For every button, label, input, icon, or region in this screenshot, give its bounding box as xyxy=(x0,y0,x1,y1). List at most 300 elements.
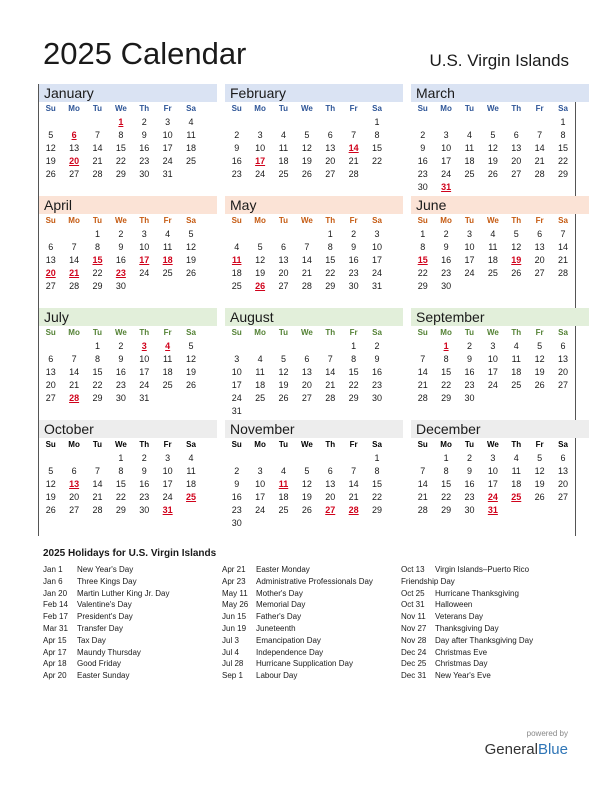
weekday-label: Su xyxy=(417,216,428,225)
weekday-label: Mo xyxy=(68,440,80,449)
holiday-item xyxy=(222,658,373,670)
holiday-name: Memorial Day xyxy=(256,600,306,610)
holiday-column-2 xyxy=(222,564,373,682)
empty-cell xyxy=(458,280,481,293)
empty-cell xyxy=(481,280,504,293)
day-cell: 28 xyxy=(558,268,569,278)
empty-cell xyxy=(505,181,528,194)
week-row xyxy=(225,340,403,353)
day-cell: 8 xyxy=(443,354,449,364)
holiday-item xyxy=(401,658,533,670)
weekday-label: Tu xyxy=(464,328,475,337)
day-cell: 15 xyxy=(372,143,383,153)
week-row xyxy=(411,465,589,478)
day-cell: 31 xyxy=(487,505,498,515)
empty-cell xyxy=(551,280,574,293)
day-cell: 16 xyxy=(464,367,475,377)
holiday-name: Christmas Day xyxy=(435,659,488,669)
day-cell: 22 xyxy=(115,156,126,166)
weekday-label: Tu xyxy=(464,216,475,225)
holiday-item xyxy=(43,611,169,623)
day-cell: 18 xyxy=(511,479,522,489)
weekday-header xyxy=(411,214,589,228)
day-cell: 8 xyxy=(94,242,100,252)
day-cell: 21 xyxy=(348,156,359,166)
day-cell: 4 xyxy=(165,229,171,239)
day-cell: 26 xyxy=(45,169,56,179)
empty-cell xyxy=(295,405,318,418)
day-cell: 23 xyxy=(115,380,126,390)
day-cell: 3 xyxy=(234,354,240,364)
empty-cell xyxy=(248,517,271,530)
weekday-label: Sa xyxy=(558,216,568,225)
weekday-label: Sa xyxy=(186,328,196,337)
weekday-label: Th xyxy=(511,216,522,225)
week-row xyxy=(225,517,403,530)
day-cell: 5 xyxy=(304,130,310,140)
day-cell: 10 xyxy=(441,143,452,153)
weekday-label: Fr xyxy=(349,328,358,337)
weekday-label: Th xyxy=(325,440,336,449)
week-row xyxy=(39,267,217,280)
day-cell: 13 xyxy=(278,255,289,265)
holiday-column-1 xyxy=(43,564,169,682)
day-cell: 6 xyxy=(537,229,543,239)
day-cell: 23 xyxy=(464,380,475,390)
day-cell: 28 xyxy=(69,281,80,291)
day-cell: 1 xyxy=(420,229,426,239)
empty-cell xyxy=(505,116,528,129)
weekday-label: We xyxy=(114,328,127,337)
day-cell: 3 xyxy=(165,453,171,463)
weekday-label: We xyxy=(486,104,499,113)
week-row xyxy=(411,478,589,491)
day-cell: 6 xyxy=(304,354,310,364)
day-cell: 14 xyxy=(417,479,428,489)
month-february xyxy=(225,84,403,181)
day-cell: 24 xyxy=(255,505,266,515)
day-cell: 9 xyxy=(420,143,426,153)
empty-cell xyxy=(272,228,295,241)
day-cell: 19 xyxy=(487,156,498,166)
day-cell: 24 xyxy=(139,268,150,278)
holiday-name: Easter Sunday xyxy=(77,671,130,681)
day-cell: 1 xyxy=(374,117,380,127)
day-cell: 11 xyxy=(255,367,265,377)
weekday-label: Su xyxy=(417,104,428,113)
day-cell: 15 xyxy=(92,255,103,265)
day-cell: 30 xyxy=(464,505,475,515)
day-cell: 30 xyxy=(231,518,242,528)
weekday-label: We xyxy=(114,216,127,225)
week-row xyxy=(39,142,217,155)
weekday-header xyxy=(225,438,403,452)
day-cell: 24 xyxy=(441,169,452,179)
powered-by-text: powered by xyxy=(526,729,568,738)
holiday-date: Apr 23 xyxy=(222,576,246,586)
month-june xyxy=(411,196,589,293)
week-row xyxy=(411,280,589,293)
weekday-header xyxy=(39,102,217,116)
day-cell: 5 xyxy=(304,466,310,476)
empty-cell xyxy=(39,452,62,465)
day-cell: 2 xyxy=(443,229,449,239)
month-title: February xyxy=(225,84,403,102)
day-cell: 29 xyxy=(441,393,452,403)
week-row xyxy=(39,465,217,478)
day-cell: 19 xyxy=(301,492,312,502)
day-cell: 22 xyxy=(115,492,126,502)
empty-cell xyxy=(225,452,248,465)
week-row xyxy=(39,129,217,142)
day-cell: 14 xyxy=(69,255,80,265)
empty-cell xyxy=(133,280,156,293)
weekday-label: Su xyxy=(417,328,428,337)
day-cell: 1 xyxy=(94,229,100,239)
generalblue-logo[interactable] xyxy=(485,741,568,758)
day-cell: 23 xyxy=(139,492,150,502)
day-cell: 4 xyxy=(513,341,519,351)
holiday-name: New Year's Day xyxy=(77,565,134,574)
day-cell: 9 xyxy=(118,354,124,364)
holiday-name: Martin Luther King Jr. Day xyxy=(77,588,170,598)
weekday-label: Su xyxy=(45,328,56,337)
week-row xyxy=(39,478,217,491)
empty-cell xyxy=(411,340,434,353)
week-row xyxy=(225,491,403,504)
empty-cell xyxy=(179,168,202,181)
day-cell: 17 xyxy=(487,479,498,489)
day-cell: 25 xyxy=(186,492,197,502)
holiday-item xyxy=(222,588,373,600)
day-cell: 14 xyxy=(348,479,359,489)
weekday-label: Sa xyxy=(186,440,196,449)
day-cell: 31 xyxy=(441,182,452,192)
month-title: June xyxy=(411,196,589,214)
day-cell: 9 xyxy=(466,466,472,476)
day-cell: 6 xyxy=(327,466,333,476)
day-cell: 20 xyxy=(325,156,336,166)
day-cell: 24 xyxy=(255,169,266,179)
day-cell: 27 xyxy=(69,169,80,179)
day-cell: 24 xyxy=(162,492,173,502)
month-may xyxy=(225,196,403,293)
empty-cell xyxy=(342,452,365,465)
month-title: August xyxy=(225,308,403,326)
day-cell: 28 xyxy=(417,393,428,403)
day-cell: 4 xyxy=(188,453,194,463)
day-cell: 11 xyxy=(278,479,289,489)
holiday-item xyxy=(43,623,169,635)
day-cell: 28 xyxy=(534,169,545,179)
holiday-date: Apr 21 xyxy=(222,565,246,574)
month-title: November xyxy=(225,420,403,438)
empty-cell xyxy=(528,504,551,517)
week-row xyxy=(225,379,403,392)
day-cell: 26 xyxy=(487,169,498,179)
holiday-date: Dec 31 xyxy=(401,671,427,681)
holiday-item xyxy=(401,599,533,611)
day-cell: 16 xyxy=(231,492,242,502)
day-cell: 20 xyxy=(534,255,545,265)
day-cell: 2 xyxy=(141,117,147,127)
day-cell: 21 xyxy=(417,380,428,390)
empty-cell xyxy=(272,452,295,465)
day-cell: 12 xyxy=(487,143,498,153)
week-row xyxy=(411,254,589,267)
week-row xyxy=(39,280,217,293)
weekday-label: Fr xyxy=(535,216,544,225)
weekday-header xyxy=(411,102,589,116)
holiday-name: Father's Day xyxy=(256,612,302,622)
day-cell: 8 xyxy=(374,466,380,476)
day-cell: 21 xyxy=(69,268,80,278)
weekday-label: Sa xyxy=(372,328,382,337)
empty-cell xyxy=(39,116,62,129)
day-cell: 12 xyxy=(186,242,197,252)
holiday-item xyxy=(222,670,373,682)
week-row xyxy=(39,392,217,405)
day-cell: 29 xyxy=(417,281,428,291)
day-cell: 9 xyxy=(141,466,147,476)
day-cell: 13 xyxy=(301,367,312,377)
day-cell: 28 xyxy=(417,505,428,515)
weekday-label: Sa xyxy=(372,216,382,225)
weekday-label: Tu xyxy=(278,216,289,225)
day-cell: 4 xyxy=(466,130,472,140)
empty-cell xyxy=(319,517,342,530)
empty-cell xyxy=(528,181,551,194)
day-cell: 11 xyxy=(464,143,475,153)
day-cell: 25 xyxy=(162,380,173,390)
day-cell: 10 xyxy=(139,242,150,252)
day-cell: 5 xyxy=(188,229,194,239)
day-cell: 3 xyxy=(257,130,263,140)
day-cell: 19 xyxy=(255,268,266,278)
week-row xyxy=(225,142,403,155)
day-cell: 12 xyxy=(511,242,522,252)
week-row xyxy=(39,241,217,254)
day-cell: 16 xyxy=(441,255,452,265)
weekday-header xyxy=(225,326,403,340)
day-cell: 10 xyxy=(255,143,266,153)
day-cell: 27 xyxy=(325,169,336,179)
weekday-header xyxy=(225,214,403,228)
day-cell: 6 xyxy=(48,242,54,252)
day-cell: 17 xyxy=(255,156,266,166)
day-cell: 7 xyxy=(351,130,357,140)
day-cell: 26 xyxy=(255,281,266,291)
day-cell: 9 xyxy=(141,130,147,140)
day-cell: 29 xyxy=(558,169,569,179)
month-title: May xyxy=(225,196,403,214)
weekday-label: Tu xyxy=(278,328,289,337)
holiday-date: Jan 20 xyxy=(43,588,68,598)
holiday-name: Juneteenth xyxy=(256,623,296,633)
week-row xyxy=(225,280,403,293)
day-cell: 16 xyxy=(115,367,126,377)
day-cell: 2 xyxy=(374,341,380,351)
day-cell: 21 xyxy=(301,268,312,278)
day-cell: 10 xyxy=(464,242,475,252)
day-cell: 16 xyxy=(372,367,383,377)
holiday-date: Feb 17 xyxy=(43,612,68,622)
weekday-label: Fr xyxy=(535,328,544,337)
weekday-header xyxy=(39,438,217,452)
weekday-label: Fr xyxy=(535,104,544,113)
day-cell: 29 xyxy=(372,505,383,515)
day-cell: 23 xyxy=(139,156,150,166)
day-cell: 16 xyxy=(139,479,150,489)
weekday-label: We xyxy=(486,216,499,225)
weekday-label: Tu xyxy=(92,440,103,449)
day-cell: 26 xyxy=(301,505,312,515)
day-cell: 11 xyxy=(162,354,173,364)
day-cell: 6 xyxy=(280,242,286,252)
day-cell: 26 xyxy=(45,505,56,515)
holiday-name: Maundy Thursday xyxy=(77,647,141,657)
week-row xyxy=(411,181,589,194)
empty-cell xyxy=(528,116,551,129)
empty-cell xyxy=(248,452,271,465)
month-january xyxy=(39,84,217,181)
day-cell: 15 xyxy=(441,367,452,377)
day-cell: 20 xyxy=(301,380,312,390)
weekday-label: Sa xyxy=(558,104,568,113)
day-cell: 25 xyxy=(464,169,475,179)
holiday-date: Oct 31 xyxy=(401,600,425,610)
week-row xyxy=(411,241,589,254)
day-cell: 26 xyxy=(186,380,197,390)
day-cell: 9 xyxy=(118,242,124,252)
empty-cell xyxy=(295,228,318,241)
holiday-item xyxy=(401,623,533,635)
empty-cell xyxy=(481,392,504,405)
month-november xyxy=(225,420,403,530)
day-cell: 25 xyxy=(511,492,522,502)
day-cell: 4 xyxy=(513,453,519,463)
week-row xyxy=(411,129,589,142)
empty-cell xyxy=(434,116,457,129)
month-title: September xyxy=(411,308,589,326)
weekday-label: Mo xyxy=(440,328,452,337)
day-cell: 5 xyxy=(490,130,496,140)
day-cell: 13 xyxy=(69,479,80,489)
day-cell: 2 xyxy=(420,130,426,140)
weekday-label: Su xyxy=(231,440,242,449)
day-cell: 7 xyxy=(420,354,426,364)
empty-cell xyxy=(342,405,365,418)
weekday-label: We xyxy=(300,216,313,225)
day-cell: 25 xyxy=(255,393,266,403)
holiday-date: Jul 4 xyxy=(222,647,239,657)
day-cell: 16 xyxy=(464,479,475,489)
day-cell: 28 xyxy=(301,281,312,291)
day-cell: 5 xyxy=(513,229,519,239)
week-row xyxy=(39,155,217,168)
day-cell: 16 xyxy=(348,255,359,265)
day-cell: 26 xyxy=(186,268,197,278)
day-cell: 23 xyxy=(441,268,452,278)
holiday-item xyxy=(222,611,373,623)
day-cell: 6 xyxy=(560,453,566,463)
day-cell: 8 xyxy=(327,242,333,252)
empty-cell xyxy=(156,280,179,293)
day-cell: 3 xyxy=(443,130,449,140)
week-row xyxy=(411,228,589,241)
week-row xyxy=(411,340,589,353)
empty-cell xyxy=(62,340,85,353)
holiday-date: May 11 xyxy=(222,588,248,598)
weekday-label: Sa xyxy=(186,104,196,113)
weekday-label: Fr xyxy=(349,440,358,449)
day-cell: 26 xyxy=(278,393,289,403)
day-cell: 27 xyxy=(558,380,569,390)
weekday-label: Sa xyxy=(558,440,568,449)
holiday-item xyxy=(43,576,169,588)
holiday-date: Nov 11 xyxy=(401,612,426,622)
empty-cell xyxy=(505,392,528,405)
holiday-item xyxy=(222,576,373,588)
holiday-date: Apr 18 xyxy=(43,659,67,669)
day-cell: 12 xyxy=(278,367,289,377)
day-cell: 2 xyxy=(351,229,357,239)
day-cell: 26 xyxy=(534,492,545,502)
week-row xyxy=(225,392,403,405)
holiday-item xyxy=(222,647,373,659)
day-cell: 17 xyxy=(139,367,150,377)
day-cell: 8 xyxy=(351,354,357,364)
empty-cell xyxy=(528,280,551,293)
weekday-label: Sa xyxy=(186,216,196,225)
day-cell: 6 xyxy=(71,130,77,140)
day-cell: 3 xyxy=(257,466,263,476)
empty-cell xyxy=(62,116,85,129)
week-row xyxy=(225,465,403,478)
day-cell: 28 xyxy=(69,393,80,403)
day-cell: 21 xyxy=(534,156,545,166)
brand-general: General xyxy=(484,741,538,758)
week-row xyxy=(39,491,217,504)
weekday-label: Fr xyxy=(349,216,358,225)
day-cell: 1 xyxy=(374,453,380,463)
day-cell: 4 xyxy=(280,130,286,140)
day-cell: 15 xyxy=(441,479,452,489)
day-cell: 11 xyxy=(162,242,173,252)
holidays-title: 2025 Holidays for U.S. Virgin Islands xyxy=(43,548,217,559)
weekday-label: Su xyxy=(45,440,56,449)
day-cell: 12 xyxy=(255,255,266,265)
holiday-item xyxy=(43,588,169,600)
day-cell: 17 xyxy=(487,367,498,377)
empty-cell xyxy=(319,116,342,129)
week-row xyxy=(39,452,217,465)
weekday-label: Fr xyxy=(163,440,172,449)
holiday-date: Apr 20 xyxy=(43,671,67,681)
day-cell: 27 xyxy=(325,505,336,515)
day-cell: 20 xyxy=(69,492,80,502)
day-cell: 14 xyxy=(534,143,545,153)
day-cell: 1 xyxy=(118,117,124,127)
day-cell: 27 xyxy=(301,393,312,403)
holiday-name: Hurricane Thanksgiving xyxy=(435,588,519,598)
day-cell: 13 xyxy=(511,143,522,153)
day-cell: 22 xyxy=(417,268,428,278)
weekday-label: Mo xyxy=(254,328,266,337)
empty-cell xyxy=(225,228,248,241)
day-cell: 14 xyxy=(301,255,312,265)
empty-cell xyxy=(319,452,342,465)
